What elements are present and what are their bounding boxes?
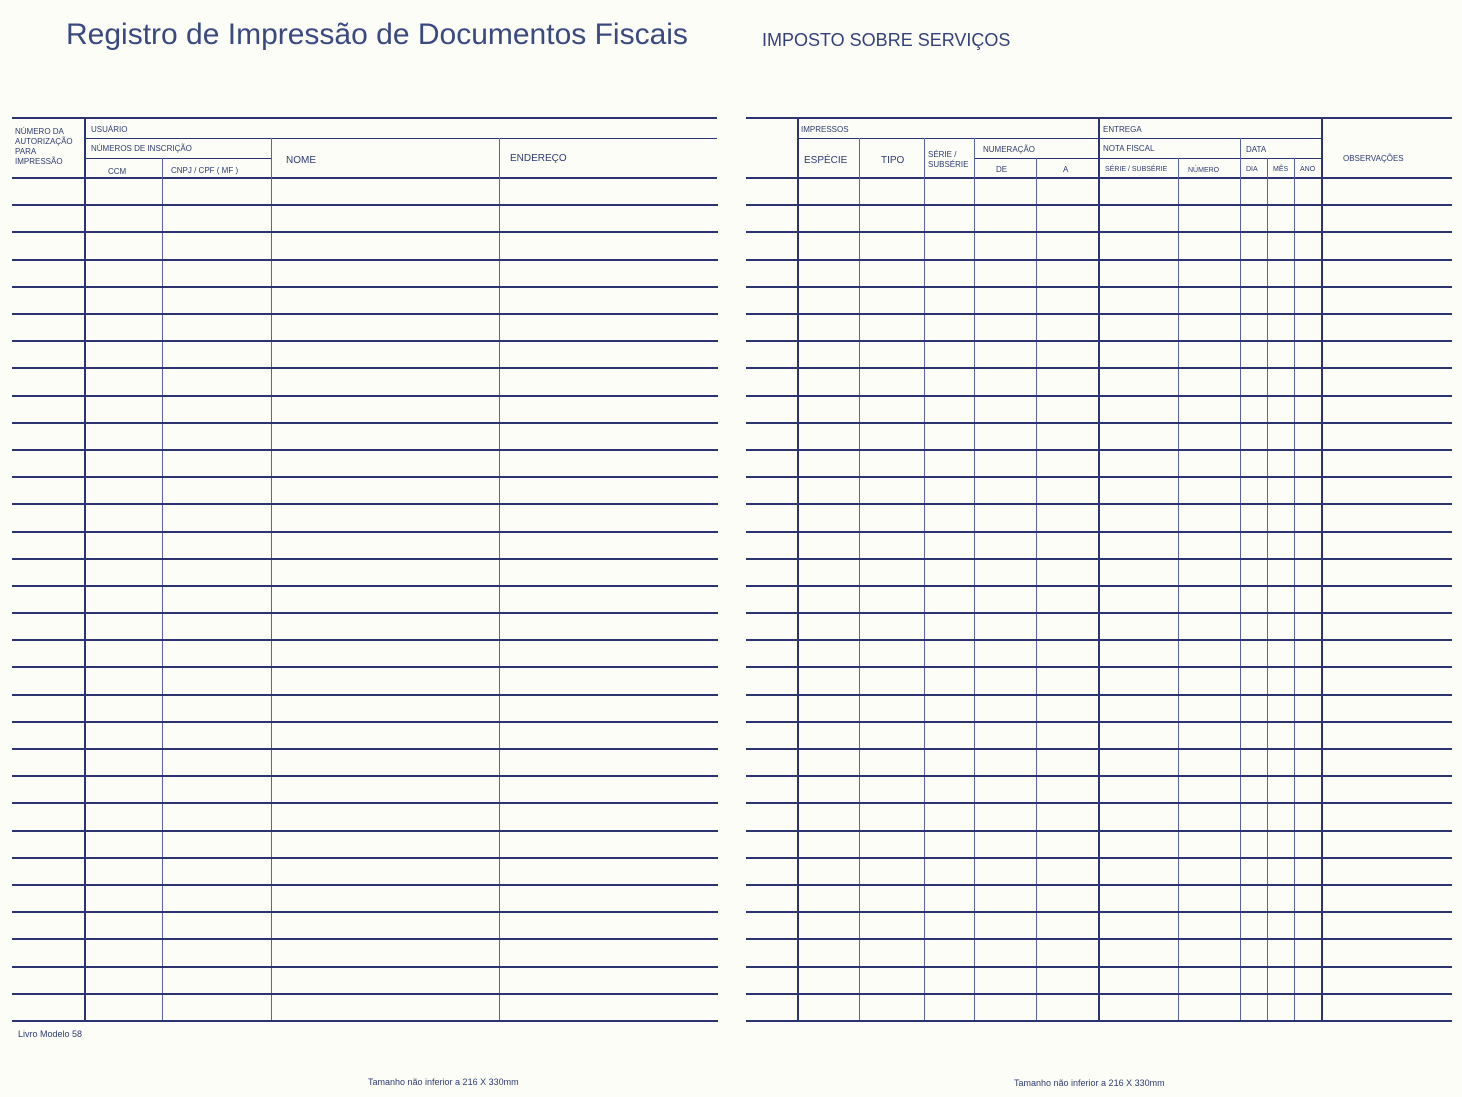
table-row-line — [12, 938, 718, 940]
col-header-ano: ANO — [1300, 166, 1316, 173]
table-row-line — [12, 449, 718, 451]
left-col-divider-3 — [271, 138, 272, 1021]
model-label: Livro Modelo 58 — [18, 1029, 83, 1039]
right-header-divider-impressos — [797, 138, 1321, 139]
table-row-line — [746, 231, 1452, 233]
table-row-line — [746, 204, 1452, 206]
table-row-line — [12, 422, 718, 424]
right-col-divider-3 — [924, 138, 925, 1021]
table-row-line — [746, 721, 1452, 723]
table-row-line — [12, 639, 718, 641]
table-row-line — [746, 666, 1452, 668]
table-row-line — [746, 884, 1452, 886]
col-header-a: A — [1063, 165, 1069, 174]
table-row-line — [12, 395, 718, 397]
col-header-ccm: CCM — [108, 167, 127, 176]
page-subtitle: IMPOSTO SOBRE SERVIÇOS — [762, 30, 1011, 50]
table-row-line — [746, 938, 1452, 940]
right-col-divider-8 — [1240, 138, 1241, 1021]
table-row-line — [12, 259, 718, 261]
table-row-line — [746, 313, 1452, 315]
col-header-endereco: ENDEREÇO — [510, 153, 567, 164]
table-row-line — [12, 286, 718, 288]
table-row-line — [746, 775, 1452, 777]
table-row-line — [746, 911, 1452, 913]
table-row-line — [746, 639, 1452, 641]
header-nota-fiscal: NOTA FISCAL — [1103, 144, 1155, 153]
col-header-especie: ESPÉCIE — [804, 155, 848, 166]
size-note-right: Tamanho não inferior a 216 X 330mm — [1014, 1078, 1165, 1088]
table-row-line — [746, 857, 1452, 859]
left-table-top-border — [12, 117, 717, 119]
col-header-dia: DIA — [1246, 166, 1258, 173]
table-row-line — [12, 313, 718, 315]
table-row-line — [746, 503, 1452, 505]
size-note-left: Tamanho não inferior a 216 X 330mm — [368, 1077, 519, 1087]
table-row-line — [12, 993, 718, 995]
table-row-line — [746, 802, 1452, 804]
table-row-line — [12, 748, 718, 750]
col-header-serie: SÉRIE / SUBSÉRIE — [928, 150, 969, 169]
table-row-line — [12, 503, 718, 505]
header-usuario: USUÁRIO — [91, 125, 128, 134]
table-row-line — [746, 395, 1452, 397]
table-row-line — [746, 422, 1452, 424]
header-entrega: ENTREGA — [1103, 125, 1142, 134]
col-header-tipo: TIPO — [881, 155, 905, 166]
table-row-line — [12, 721, 718, 723]
header-impressos: IMPRESSOS — [801, 125, 849, 134]
page-title: Registro de Impressão de Documentos Fiscais — [66, 18, 688, 51]
col-header-numero: NÚMERO — [1188, 167, 1220, 174]
col-header-serie-subserie: SÉRIE / SUBSÉRIE — [1105, 166, 1168, 173]
table-row-line — [12, 966, 718, 968]
table-row-line — [12, 884, 718, 886]
table-row-line — [746, 966, 1452, 968]
table-row-line — [746, 1020, 1452, 1022]
table-row-line — [12, 585, 718, 587]
table-row-line — [746, 259, 1452, 261]
table-row-line — [746, 449, 1452, 451]
left-header-bottom-border — [12, 177, 717, 179]
col-header-cnpj: CNPJ / CPF ( MF ) — [171, 166, 239, 175]
table-row-line — [746, 286, 1452, 288]
table-row-line — [746, 558, 1452, 560]
table-row-line — [12, 531, 718, 533]
table-row-line — [12, 694, 718, 696]
table-row-line — [12, 204, 718, 206]
table-row-line — [746, 748, 1452, 750]
table-row-line — [12, 1020, 718, 1022]
table-row-line — [12, 231, 718, 233]
header-numeros-inscricao: NÚMEROS DE INSCRIÇÃO — [91, 144, 192, 153]
right-col-divider-2 — [859, 138, 860, 1021]
table-row-line — [12, 666, 718, 668]
col-header-nome: NOME — [286, 155, 316, 166]
table-row-line — [746, 993, 1452, 995]
left-header-divider-usuario — [85, 138, 717, 139]
table-row-line — [746, 830, 1452, 832]
left-col-divider-4 — [499, 138, 500, 1021]
col-header-autorizacao: NÚMERO DA AUTORIZAÇÃO PARA IMPRESSÃO — [15, 127, 73, 166]
table-row-line — [12, 612, 718, 614]
table-row-line — [746, 612, 1452, 614]
table-row-line — [746, 531, 1452, 533]
right-header-divider-nota — [1098, 158, 1321, 159]
table-row-line — [746, 340, 1452, 342]
table-row-line — [746, 476, 1452, 478]
table-row-line — [12, 802, 718, 804]
col-header-observacoes: OBSERVAÇÕES — [1343, 154, 1404, 163]
col-header-de: DE — [996, 165, 1008, 174]
table-row-line — [12, 558, 718, 560]
table-row-line — [12, 775, 718, 777]
col-header-mes: MÊS — [1273, 166, 1289, 173]
table-row-line — [12, 476, 718, 478]
right-col-divider-4 — [974, 138, 975, 1021]
table-row-line — [746, 367, 1452, 369]
header-data: DATA — [1246, 145, 1267, 154]
left-header-divider-inscricao — [85, 158, 271, 159]
table-row-line — [746, 585, 1452, 587]
table-row-line — [746, 694, 1452, 696]
table-row-line — [12, 340, 718, 342]
table-row-line — [12, 367, 718, 369]
header-numeracao: NUMERAÇÃO — [983, 145, 1036, 154]
table-row-line — [12, 857, 718, 859]
table-row-line — [12, 830, 718, 832]
table-row-line — [12, 911, 718, 913]
